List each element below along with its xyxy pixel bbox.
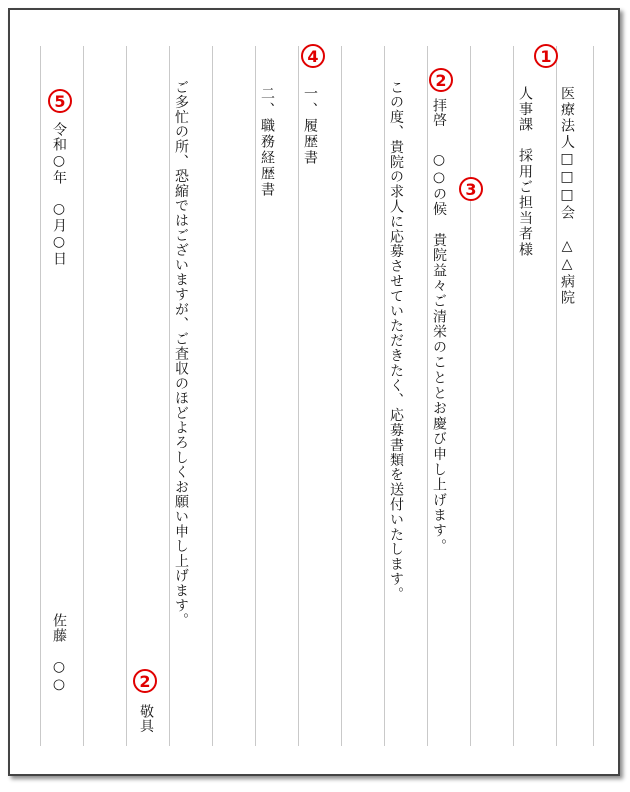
- ruled-line: [83, 46, 84, 746]
- ruled-line: [427, 46, 428, 746]
- marker-2-top: 2: [429, 68, 453, 92]
- seasonal-greeting: ○○の候 貴院益々ご清栄のこととお慶び申し上げます。: [431, 152, 447, 554]
- ruled-line: [341, 46, 342, 746]
- marker-5: 5: [48, 89, 72, 113]
- sender-name: 佐藤 ○○: [51, 613, 67, 694]
- greeting-opening: 拝啓: [431, 98, 447, 128]
- recipient-person: 人事課 採用ご担当者様: [517, 86, 533, 258]
- recipient-organization: 医療法人□□□会 △△病院: [559, 86, 575, 307]
- ruled-line: [513, 46, 514, 746]
- marker-4: 4: [301, 44, 325, 68]
- enclosure-resume: 一、履歴書: [302, 86, 318, 166]
- ruled-line: [212, 46, 213, 746]
- ruled-line: [126, 46, 127, 746]
- ruled-line: [593, 46, 594, 746]
- ruled-line: [255, 46, 256, 746]
- marker-2-bottom: 2: [133, 669, 157, 693]
- closing-word: 敬具: [138, 704, 154, 734]
- ruled-line: [40, 46, 41, 746]
- ruled-line: [169, 46, 170, 746]
- marker-1: 1: [534, 44, 558, 68]
- letter-date: 令和○年 ○月○日: [51, 122, 67, 267]
- ruled-line: [556, 46, 557, 746]
- closing-request: ご多忙の所、恐縮ではございますが、ご査収のほどよろしくお願い申し上げます。: [173, 80, 189, 628]
- enclosure-work-history: 二、職務経歴書: [259, 86, 275, 198]
- ruled-line: [470, 46, 471, 746]
- marker-3: 3: [459, 177, 483, 201]
- ruled-line: [384, 46, 385, 746]
- ruled-line: [298, 46, 299, 746]
- body-text: この度、貴院の求人に応募させていただきたく、応募書類を送付いたします。: [388, 80, 404, 602]
